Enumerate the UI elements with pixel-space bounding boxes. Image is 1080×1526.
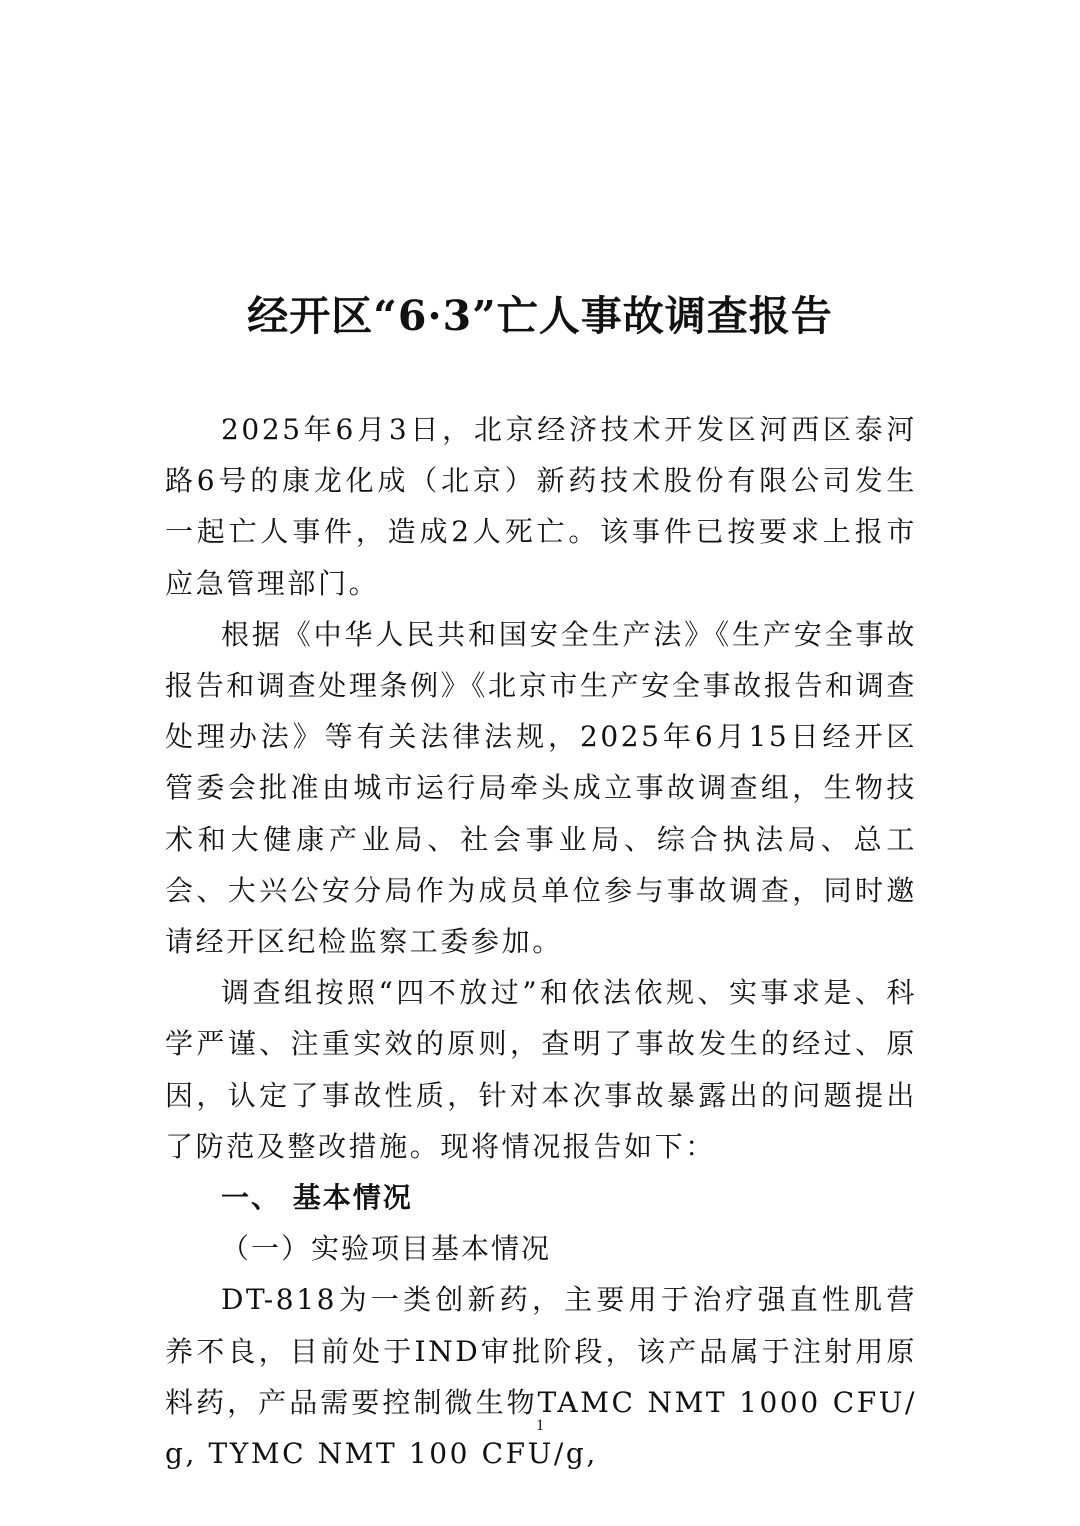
subsection-heading-project-info: （一）实验项目基本情况 [221, 1232, 552, 1266]
intro-paragraph-incident: 2025年6月3日，北京经济技术开发区河西区泰河路6号的康龙化成（北京）新药技术股份有限公司发生一起亡人事件，造成2人死亡。该事件已按要求上报市应急管理部门。 [165, 413, 917, 600]
section-heading-basic-info: 一、 基本情况 [221, 1181, 413, 1215]
report-body [165, 404, 917, 1479]
report-title: 经开区“6·3”亡人事故调查报告 [247, 292, 833, 340]
page-number: 1 [536, 1417, 544, 1434]
project-info-paragraph: DT-818为一类创新药，主要用于治疗强直性肌营养不良，目前处于IND审批阶段，该产品属于注射用原料药，产品需要控制微生物TAMC NMT 1000 CFU/g, TYMC NMT 100 CFU/g, [165, 1283, 917, 1471]
intro-paragraph-legal-basis: 根据《中华人民共和国安全生产法》《生产安全事故报告和调查处理条例》《北京市生产安全事故报告和调查处理办法》等有关法律法规，2025年6月15日经开区管委会批准由城市运行局牵头成立事故调查组，生物技术和大健康产业局、社会事业局、综合执法局、总工会、大兴公安分局作为成员单位参与事故调查，同时邀请经开区纪检监察工委参加。 [165, 617, 917, 959]
intro-paragraph-principles: 调查组按照“四不放过”和依法依规、实事求是、科学严谨、注重实效的原则，查明了事故发生的经过、原因，认定了事故性质，针对本次事故暴露出的问题提出了防范及整改措施。现将情况报告如下： [165, 976, 917, 1163]
